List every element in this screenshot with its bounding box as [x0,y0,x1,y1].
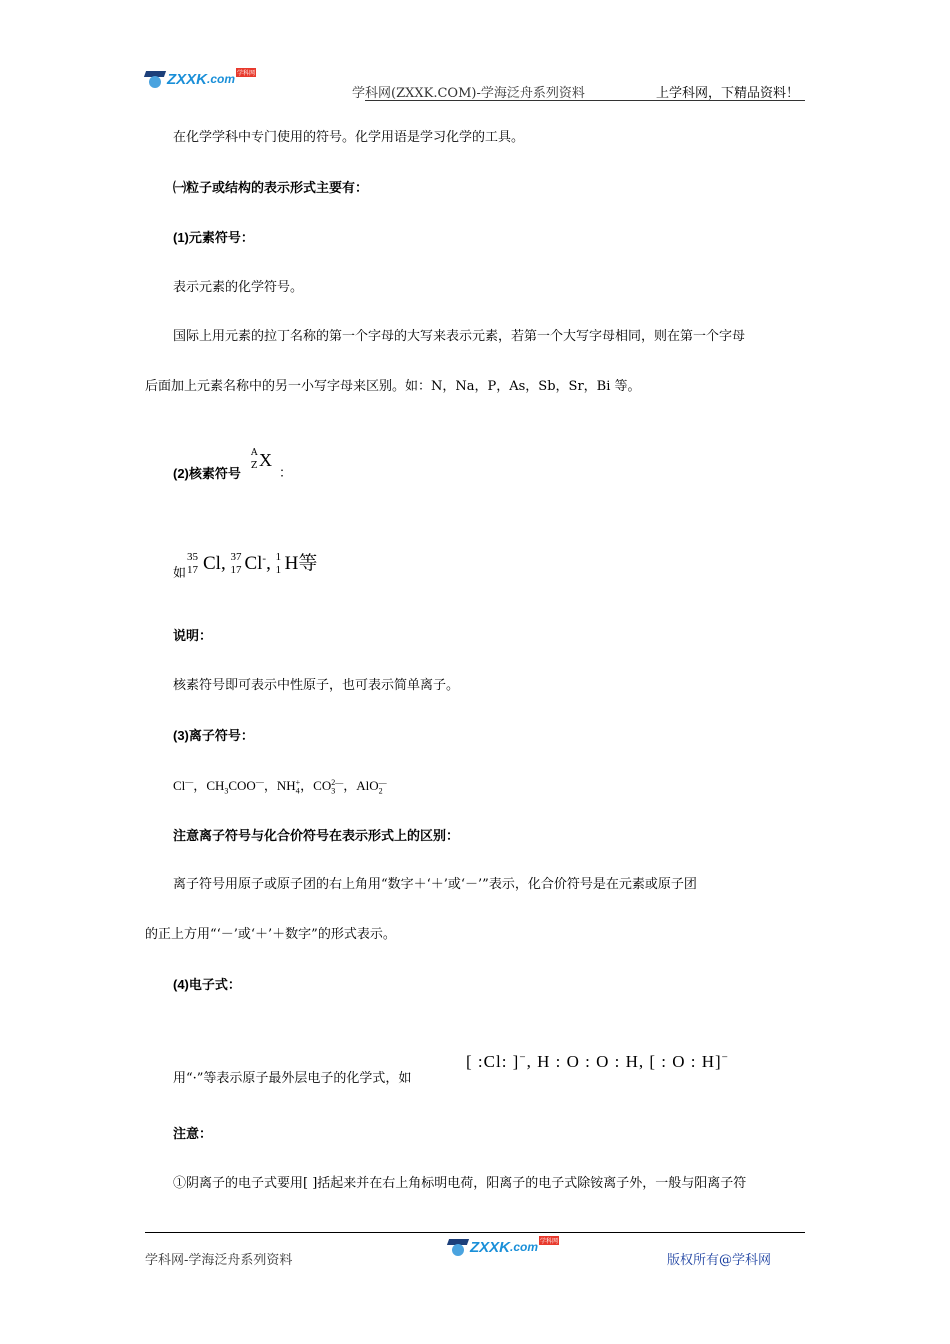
ion-ch3coo-sub: 3 [224,786,229,796]
footer-logo-text: ZXXK [470,1238,511,1256]
nuclide-notation [251,448,281,478]
heading-explanation: 说明： [173,628,213,643]
ion-alo2-sub: 2 [378,786,383,796]
separator-2: , [266,553,271,574]
footer-left-text: 学科网-学海泛舟系列资料 [145,1253,293,1268]
ion-cl-charge: — [185,777,194,787]
ion-ch3coo: CH [206,778,225,793]
h-symbol: H [284,553,299,574]
header-logo [145,70,256,88]
cl37-mass: 37 [230,551,242,563]
footer-copyright-link[interactable]: 版权所有@学科网 [667,1253,772,1268]
logo-text: ZXXK [167,70,208,88]
footer-rule [145,1232,805,1233]
separator-1: , [220,553,226,574]
footer-logo [448,1238,559,1256]
paragraph-ion-vs-valence-2: 的正上方用“‘－’或‘＋’＋数字”的形式表示。 [145,927,396,942]
paragraph-intro: 在化学学科中专门使用的符号。化学用语是学习化学的工具。 [173,130,525,145]
element-placeholder: X [259,450,272,470]
graduation-cap-icon [448,1238,470,1256]
heading-ion-vs-valence: 注意离子符号与化合价符号在表示形式上的区别： [173,828,460,843]
cl37-charge: - [262,552,267,565]
cl37-number: 17 [230,564,242,576]
electron-formula-hydroxide-charge: − [721,1051,729,1064]
cl35-number: 17 [187,564,198,576]
example-suffix: 等 [298,553,318,574]
header-center-text: 学科网(ZXXK.COM)-学海泛舟系列资料 [352,86,585,101]
paragraph-element-def: 表示元素的化学符号。 [173,280,304,295]
paragraph-ion-vs-valence-1: 离子符号用原子或原子团的右上角用“数字＋‘＋’或‘－’”表示，化合价符号是在元素或原子团 [173,877,697,892]
electron-formula-chloride-charge: − [519,1051,527,1064]
mass-number-label: A [251,448,258,458]
electron-formula-hydroxide: [ : O : H] [649,1052,722,1071]
paragraph-caution: ①阴离子的电子式要用[ ]括起来并在右上角标明电荷，阳离子的电子式除铵离子外，一般与阳离子符 [173,1176,747,1191]
heading-element-symbol: (1)元素符号： [173,230,254,245]
header-right-text: 上学科网，下精品资料！ [656,86,800,101]
electron-formula-peroxide: , H : O : O : H, [526,1052,645,1071]
paragraph-electron-formula: 用“·”等表示原子最外层电子的化学式，如 [173,1071,412,1086]
paragraph-explanation: 核素符号即可表示中性原子，也可表示简单离子。 [173,678,460,693]
nuclide-colon: ： [279,466,293,481]
ion-nh4: NH [276,778,296,793]
ion-list [173,778,387,794]
heading-nuclide-symbol: (2)核素符号 [173,466,241,481]
atomic-number-label: Z [251,461,258,471]
ion-separator: ， [193,778,207,793]
example-prefix: 如 [173,566,187,581]
logo-tag: 学科网 [237,69,256,77]
cl35-mass: 35 [187,551,198,563]
heading-ion-symbol: (3)离子符号： [173,728,254,743]
graduation-cap-icon [145,70,167,88]
ion-co3-charge: 2— [331,777,344,787]
heading-electron-formula: (4)电子式： [173,977,241,992]
footer-logo-tag: 学科网 [540,1237,559,1245]
logo-domain: .com [207,72,236,86]
h-number: 1 [275,564,282,576]
ion-separator: ， [263,778,277,793]
ion-cl: Cl [173,778,186,793]
cl35-symbol: Cl [203,553,221,574]
ion-alo2: AlO [356,778,379,793]
paragraph-element-rule-1: 国际上用元素的拉丁名称的第一个字母的大写来表示元素，若第一个大写字母相同，则在第一个字母 [173,329,746,344]
ion-co3: CO [313,778,332,793]
ion-nh4-sub: 4 [295,786,300,796]
heading-particle-forms: ㈠粒子或结构的表示形式主要有： [173,180,369,195]
ion-ch3coo-charge: — [255,777,264,787]
cl37-symbol: Cl [244,553,263,574]
ion-separator: ， [300,778,314,793]
heading-caution: 注意： [173,1126,213,1141]
footer-logo-domain: .com [510,1240,539,1254]
h-mass: 1 [275,551,282,563]
electron-formula-image [466,1052,729,1072]
ion-nh4-charge: + [295,777,301,787]
ion-co3-sub: 3 [331,786,336,796]
ion-alo2-charge: — [378,777,387,787]
ion-separator: ， [343,778,357,793]
paragraph-element-rule-2: 后面加上元素名称中的另一小写字母来区别。如：N，Na，P，As，Sb，Sr，Bi 等。 [145,379,641,394]
nuclide-example [187,548,317,578]
header-rule [365,100,805,101]
electron-formula-chloride: [ :Cl: ] [466,1052,520,1071]
ion-ch3coo-rest: COO [228,778,256,793]
